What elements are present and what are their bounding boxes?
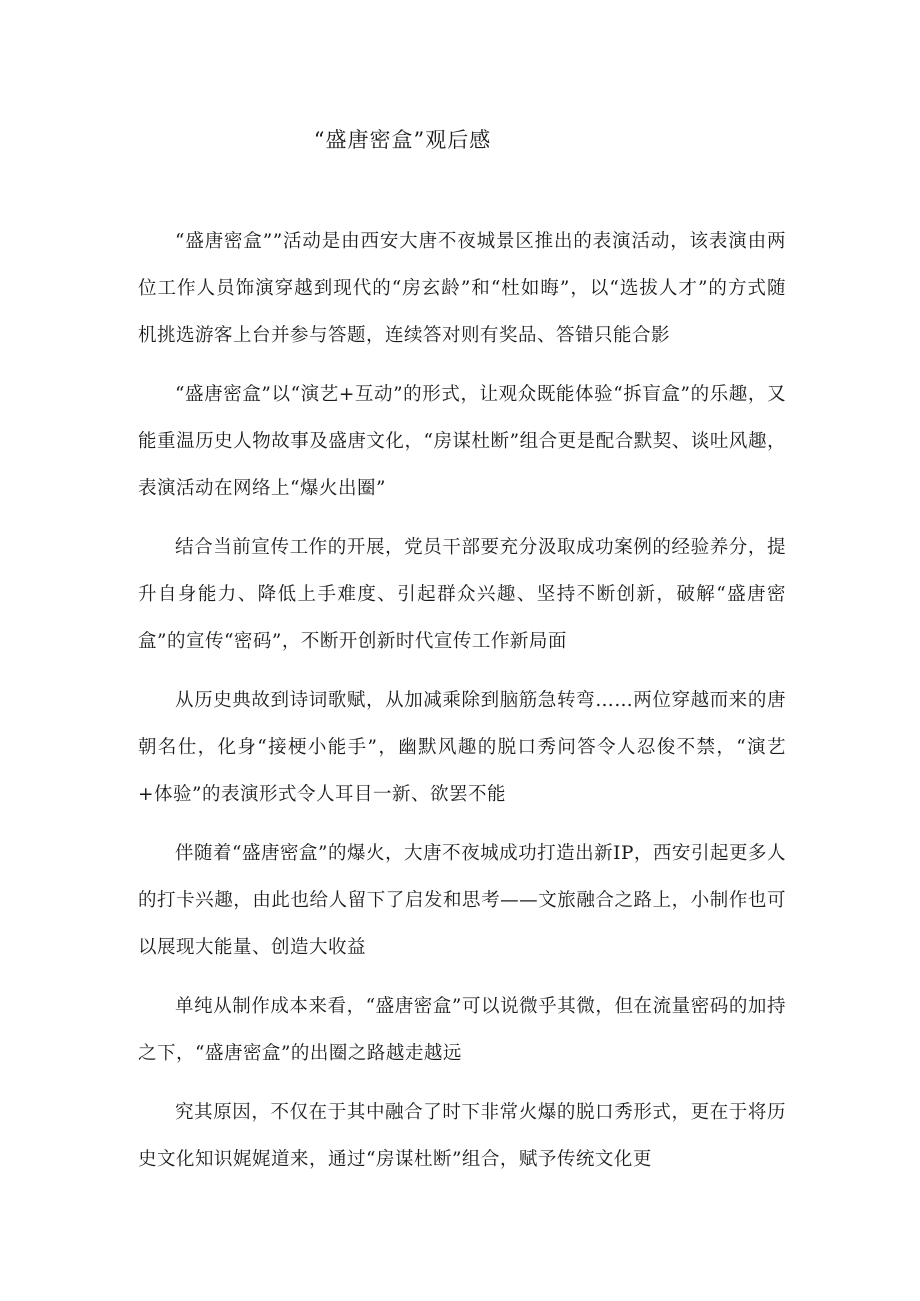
paragraph-6: 单纯从制作成本来看，“盛唐密盒”可以说微乎其微，但在流量密码的加持之下，“盛唐密盒”的出圈之路越走越远	[138, 996, 786, 1064]
paragraph-7: 究其原因，不仅在于其中融合了时下非常火爆的脱口秀形式，更在于将历史文化知识娓娓道来，通过“房谋杜断”组合，赋予传统文化更	[138, 1102, 786, 1170]
paragraph-5: 伴随着“盛唐密盒”的爆火，大唐不夜城成功打造出新IP，西安引起更多人的打卡兴趣，由此也给人留下了启发和思考——文旅融合之路上，小制作也可以展现大能量、创造大收益	[138, 843, 786, 958]
paragraph-2: “盛唐密盒”以“演艺+互动”的形式，让观众既能体验“拆盲盒”的乐趣，又能重温历史人物故事及盛唐文化，“房谋杜断”组合更是配合默契、谈吐风趣，表演活动在网络上“爆火出圈”	[138, 384, 786, 499]
paragraph-4: 从历史典故到诗词歌赋，从加减乘除到脑筋急转弯……两位穿越而来的唐朝名仕，化身“接梗小能手”，幽默风趣的脱口秀问答令人忍俊不禁，“演艺+体验”的表演形式令人耳目一新、欲罢不能	[138, 690, 786, 805]
paragraph-3: 结合当前宣传工作的开展，党员干部要充分汲取成功案例的经验养分，提升自身能力、降低上手难度、引起群众兴趣、坚持不断创新，破解“盛唐密盒”的宣传“密码”，不断开创新时代宣传工作新局面	[138, 537, 786, 652]
document-body	[138, 218, 786, 1195]
document-title: “盛唐密盒”观后感	[313, 128, 492, 152]
paragraph-1: “盛唐密盒””活动是由西安大唐不夜城景区推出的表演活动，该表演由两位工作人员饰演穿越到现代的“房玄龄”和“杜如晦”，以“选拔人才”的方式随机挑选游客上台并参与答题，连续答对则有奖品、答错只能合影	[138, 231, 786, 346]
